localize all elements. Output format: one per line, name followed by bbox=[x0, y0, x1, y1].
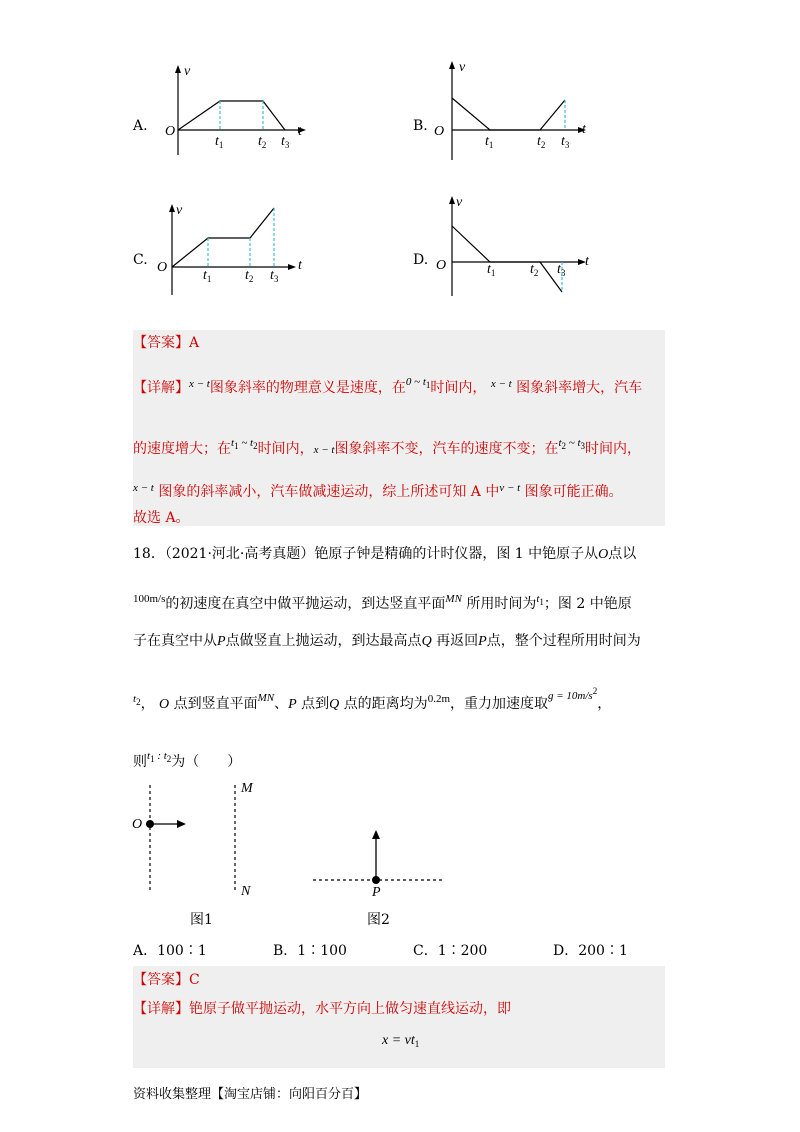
q18-line-4: $^{t_2}$， O 点到竖直平面$^{MN}$、P 点到Q 点的距离均为$^{0.2m}$，重力加速度取$^{g = 10m/s^2}$， bbox=[133, 686, 612, 712]
graph-c-origin: O bbox=[157, 260, 168, 275]
graph-a-t3: $t_3$ bbox=[281, 134, 290, 150]
graph-a-t: t bbox=[298, 124, 302, 139]
q18-line-5: 则$^{t_1 : t_2}$为（ ） bbox=[133, 750, 242, 770]
graph-d-t2: $t_2$ bbox=[530, 262, 539, 278]
graph-a-t2: $t_2$ bbox=[258, 134, 267, 150]
graph-c-t: t bbox=[298, 258, 302, 273]
q18-line-2: $^{100m/s}$的初速度在真空中做平抛运动，到达竖直平面$^{MN}$ 所用时间为$^{t_1}$；图 2 中铯原 bbox=[133, 593, 632, 612]
q18-line-1: 18．（2021·河北·高考真题）铯原子钟是精确的计时仪器，图 1 中铯原子从O点以 bbox=[133, 546, 637, 562]
answer-1-line-2: 的速度增大；在$^{t_1 \sim t_2}$时间内，x − t图象斜率不变，汽车的速度不变；在$^{t_2 \sim t_3}$时间内， bbox=[133, 437, 642, 457]
option-b-label: B. bbox=[413, 118, 428, 134]
graph-a-t1: $t_1$ bbox=[215, 134, 224, 150]
q18-line-3: 子在真空中从P点做竖直上抛运动，到达最高点Q 再返回P点，整个过程所用时间为 bbox=[133, 633, 641, 649]
graph-c-t1: $t_1$ bbox=[203, 268, 212, 284]
graph-b-t3: $t_3$ bbox=[561, 134, 570, 150]
graph-d-origin: O bbox=[436, 258, 447, 273]
graph-c-t2: $t_2$ bbox=[245, 268, 254, 284]
q18-option-a[interactable]: A．100∶1 bbox=[133, 943, 207, 959]
fig2-caption: 图2 bbox=[367, 912, 390, 928]
q18-option-b[interactable]: B．1∶100 bbox=[273, 943, 347, 959]
graph-a-origin: O bbox=[165, 124, 176, 139]
fig2-p-label: P bbox=[372, 885, 381, 900]
answer-1-line-3: $^{x - t}$ 图象的斜率减小，汽车做减速运动，综上所述可知 A 中$^{v - t}$ 图象可能正确。 bbox=[133, 482, 623, 500]
graph-d bbox=[440, 190, 600, 300]
graph-a-v: v bbox=[184, 64, 191, 79]
fig1-o-label: O bbox=[132, 817, 143, 832]
graph-b-t: t bbox=[582, 122, 586, 137]
q18-option-d[interactable]: D．200∶1 bbox=[553, 943, 628, 959]
fig1-n-label: N bbox=[241, 884, 251, 899]
graph-d-t: t bbox=[585, 254, 589, 269]
graph-c-v: v bbox=[176, 203, 183, 218]
fig1-caption: 图1 bbox=[190, 912, 213, 928]
option-c-label: C. bbox=[133, 252, 148, 268]
answer-1-line-1: 【详解】$^{x - t}$图象斜率的物理意义是速度，在$^{0 \sim t_1}$时间内， $^{x - t}$ 图象斜率增大，汽车 bbox=[133, 376, 643, 396]
graph-b-t2: $t_2$ bbox=[537, 134, 546, 150]
q18-option-c[interactable]: C．1∶200 bbox=[413, 943, 488, 959]
figure-1-2 bbox=[120, 775, 460, 905]
graph-b-t1: $t_1$ bbox=[485, 134, 494, 150]
answer-1-line-4: 故选 A。 bbox=[133, 510, 190, 526]
graph-c bbox=[160, 200, 320, 300]
graph-b-v: v bbox=[459, 60, 466, 75]
answer-1-tag: 【答案】A bbox=[133, 335, 200, 351]
graph-d-t1: $t_1$ bbox=[487, 262, 496, 278]
fig1-m-label: M bbox=[241, 781, 253, 796]
footer-text: 资料收集整理【淘宝店铺：向阳百分百】 bbox=[133, 1087, 368, 1102]
graph-b-origin: O bbox=[434, 124, 445, 139]
answer-2-tag: 【答案】C bbox=[133, 972, 200, 988]
option-d-label: D. bbox=[413, 252, 429, 268]
answer-2-detail: 【详解】铯原子做平抛运动，水平方向上做匀速直线运动，即 bbox=[133, 1001, 511, 1017]
answer-2-equation: $x = vt_1$ bbox=[382, 1033, 420, 1049]
graph-d-t3: $t_3$ bbox=[557, 262, 566, 278]
graph-d-v: v bbox=[456, 195, 463, 210]
option-a-label: A. bbox=[133, 118, 148, 134]
graph-c-t3: $t_3$ bbox=[270, 268, 279, 284]
